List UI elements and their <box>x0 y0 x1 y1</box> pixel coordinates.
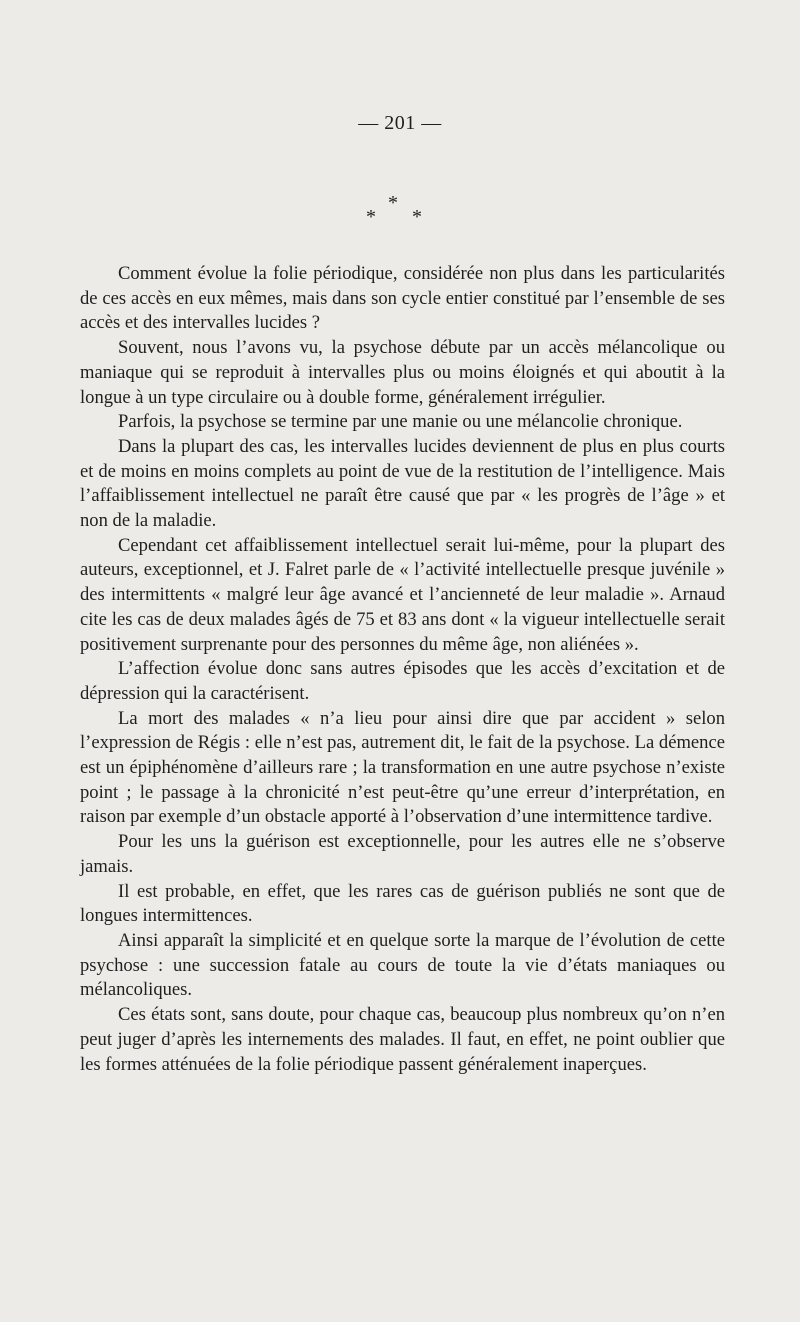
paragraph: Dans la plupart des cas, les intervalles lucides deviennent de plus en plus courts et de moins en moins complets au point de vue de la restitution de l’intelligence. Mais l’affaiblissement intellectuel ne paraît être causé que par « les progrès de l’âge » et non de la maladie. <box>80 435 725 532</box>
paragraph: Cependant cet affaiblissement intellectuel serait lui-même, pour la plupart des auteurs, exceptionnel, et J. Falret parle de « l’activité intellectuelle presque juvénile » des intermittents « malgré leur âge avancé et l’ancienneté de leur maladie ». Arnaud cite les cas de deux malades âgés de 75 et 83 ans dont « la vigueur intellectuelle serait positivement surprenante pour des personnes du même âge, non aliénées ». <box>80 534 725 655</box>
asterism-star: * <box>388 192 398 214</box>
asterism-star: * <box>412 206 422 228</box>
paragraph: Parfois, la psychose se termine par une manie ou une mélancolie chronique. <box>118 411 683 433</box>
paragraph: Ainsi apparaît la simplicité et en quelque sorte la marque de l’évolution de cette psychose : une succession fatale au cours de toute la vie d’états maniaques ou mélancoliques. <box>80 929 725 1001</box>
body-text <box>80 262 725 1077</box>
page-number: — 201 — <box>358 112 442 134</box>
paragraph: Souvent, nous l’avons vu, la psychose débute par un accès mélancolique ou maniaque qui se reproduit à intervalles plus ou moins éloignés et qui aboutit à la longue à un type circulaire ou à double forme, généralement irrégulier. <box>80 337 725 408</box>
asterism-star: * <box>366 206 376 228</box>
paragraph: Ces états sont, sans doute, pour chaque cas, beaucoup plus nombreux qu’on n’en peut juger d’après les internements des malades. Il faut, en effet, ne point oublier que les formes atténuées de la folie périodique passent généralement inaperçues. <box>80 1004 725 1075</box>
paragraph: Il est probable, en effet, que les rares cas de guérison publiés ne sont que de longues intermittences. <box>80 880 725 927</box>
paragraph: Comment évolue la folie périodique, considérée non plus dans les particularités de ces accès en eux mêmes, mais dans son cycle entier constitué par l’ensemble de ses accès et des intervalles lucides ? <box>80 263 725 334</box>
paragraph: Pour les uns la guérison est exceptionnelle, pour les autres elle ne s’observe jamais. <box>80 831 725 877</box>
paragraph: La mort des malades « n’a lieu pour ainsi dire que par accident » selon l’expression de Régis : elle n’est pas, autrement dit, le fait de la psychose. La démence est un épiphénomène d’ailleurs rare ; la transformation en une autre psychose n’existe point ; le passage à la chronicité n’est peut-être qu’une erreur d’interprétation, en raison par exemple d’un obstacle apporté à l’observation d’une intermittence tardive. <box>80 707 725 828</box>
asterism-separator <box>340 186 460 236</box>
paragraph: L’affection évolue donc sans autres épisodes que les accès d’excitation et de dépression qui la caractérisent. <box>80 658 725 704</box>
